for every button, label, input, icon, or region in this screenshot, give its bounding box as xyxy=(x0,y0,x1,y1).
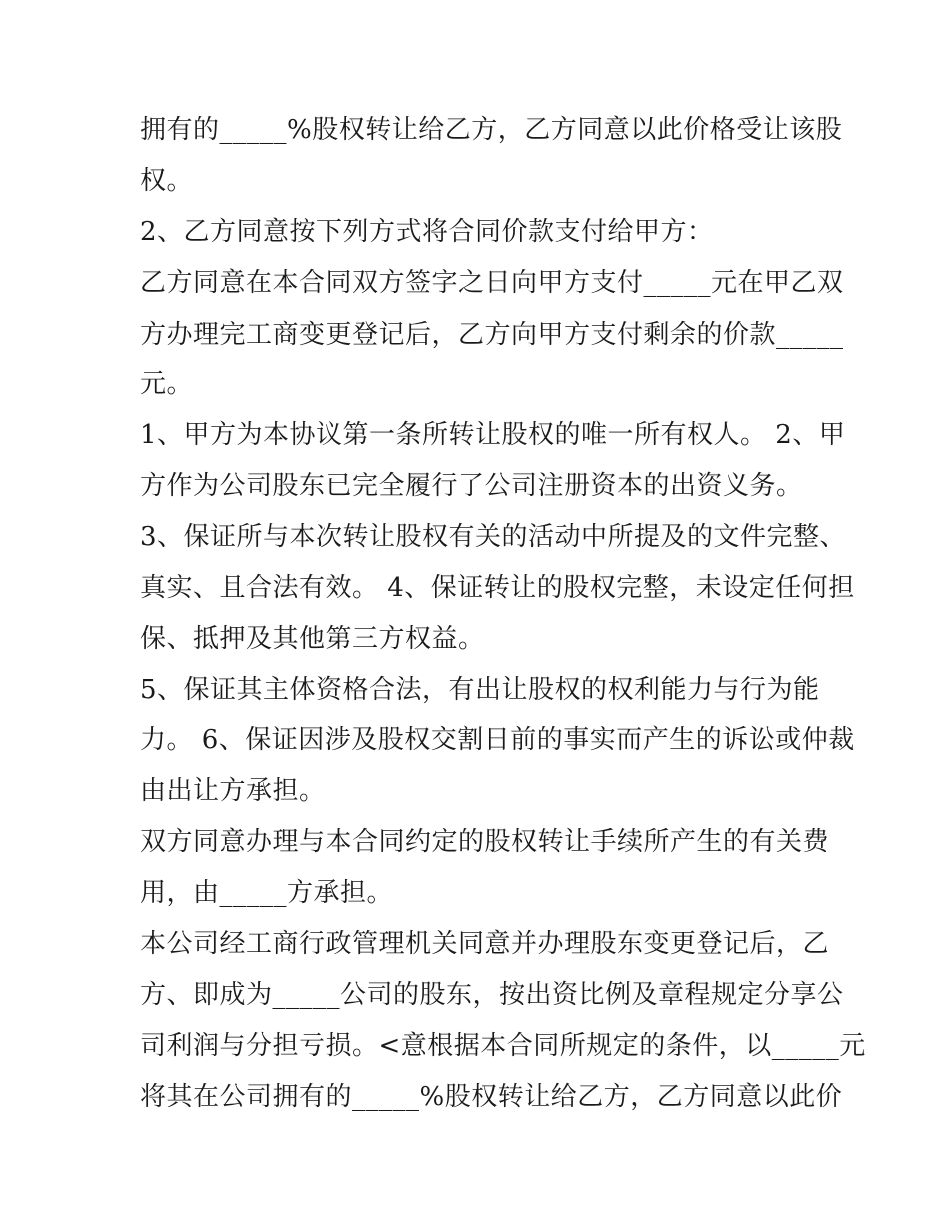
text-line: 方、即成为_____公司的股东，按出资比例及章程规定分享公 xyxy=(140,980,844,1010)
text-line: 力。 6、保证因涉及股权交割日前的事实而产生的诉讼或仲裁 xyxy=(140,725,855,755)
text-line: 5、保证其主体资格合法，有出让股权的权利能力与行为能 xyxy=(140,675,820,705)
text-line: 保、抵押及其他第三方权益。 xyxy=(140,624,485,654)
text-line: 由出让方承担。 xyxy=(140,776,326,806)
text-line: 乙方同意在本合同双方签字之日向甲方支付_____元在甲乙双 xyxy=(140,268,844,298)
text-line: 将其在公司拥有的_____%股权转让给乙方，乙方同意以此价 xyxy=(140,1082,843,1112)
text-line: 司利润与分担亏损。<意根据本合同所规定的条件，以_____元 xyxy=(140,1031,866,1061)
text-line: 用，由_____方承担。 xyxy=(140,878,394,908)
text-line: 方作为公司股东已完全履行了公司注册资本的出资义务。 xyxy=(140,471,803,501)
text-line: 权。 xyxy=(140,166,194,196)
text-line: 双方同意办理与本合同约定的股权转让手续所产生的有关费 xyxy=(140,827,830,857)
text-line: 2、乙方同意按下列方式将合同价款支付给甲方： xyxy=(140,217,714,247)
text-line: 元。 xyxy=(140,369,194,399)
text-line: 方办理完工商变更登记后，乙方向甲方支付剩余的价款_____ xyxy=(140,320,844,350)
text-line: 本公司经工商行政管理机关同意并办理股东变更登记后，乙 xyxy=(140,929,830,959)
text-line: 3、保证所与本次转让股权有关的活动中所提及的文件完整、 xyxy=(140,522,847,552)
text-line: 真实、且合法有效。 4、保证转让的股权完整，未设定任何担 xyxy=(140,573,855,603)
text-line: 拥有的_____%股权转让给乙方，乙方同意以此价格受让该股 xyxy=(140,115,843,145)
text-line: 1、甲方为本协议第一条所转让股权的唯一所有权人。 2、甲 xyxy=(140,420,846,450)
